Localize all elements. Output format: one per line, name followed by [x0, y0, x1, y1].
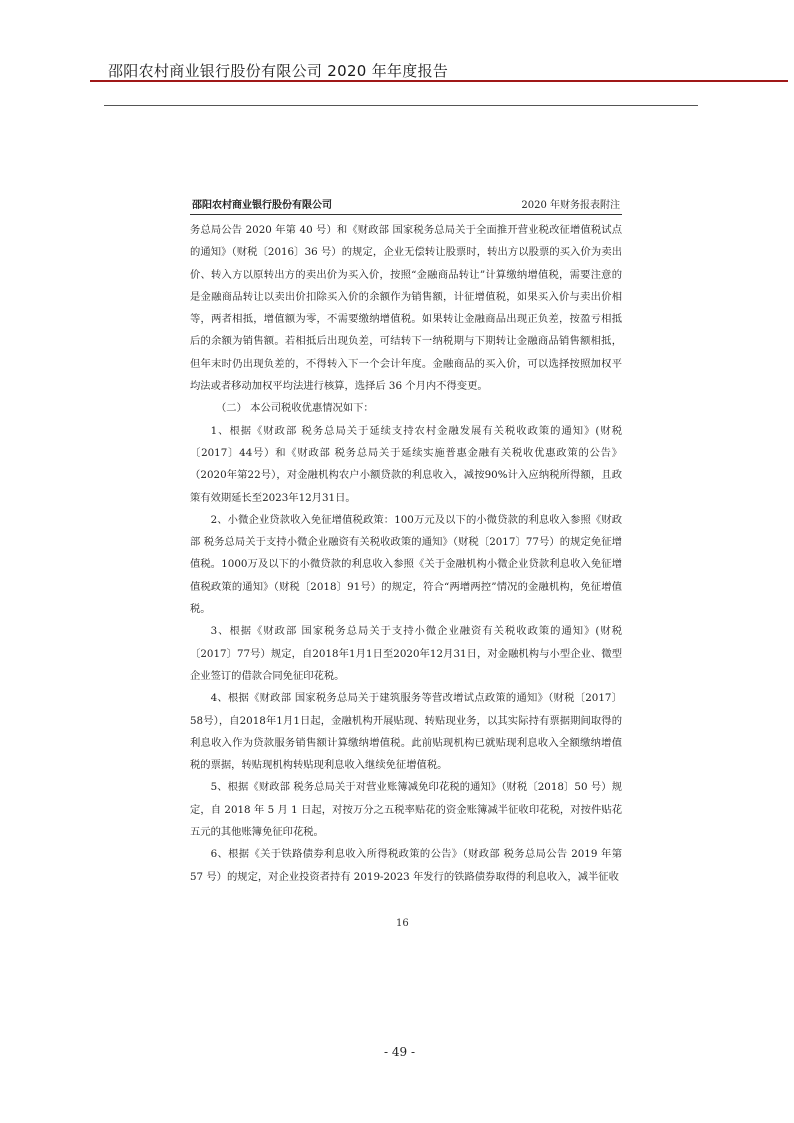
scanned-page	[190, 196, 622, 888]
paragraph-continued: 务总局公告 2020 年第 40 号）和《财政部 国家税务总局关于全面推开营业税改征增值税试点的通知》（财税〔2016〕36 号）的规定，企业无偿转让股票时，转出方以股票的买入价为卖出价、转入方以原转出方的卖出价为买入价，按照“金融商品转让”计算缴纳增值税，需要注意的是金融商品转让以卖出价扣除买入价的余额作为销售额，计征增值税，如果买入价与卖出价相等，两者相抵，增值额为零，不需要缴纳增值税。如果转让金融商品出现正负差，按盈亏相抵后的余额为销售额。若相抵后出现负差，可结转下一纳税期与下期转让金融商品销售额相抵，但年末时仍出现负差的，不得转入下一个会计年度。金融商品的买入价，可以选择按照加权平均法或者移动加权平均法进行核算，选择后 36 个月内不得变更。	[190, 224, 622, 393]
paragraph-item-3: 3、根据《财政部 国家税务总局关于支持小微企业融资有关税收政策的通知》(财税〔2017〕77号）规定，自2018年1月1日至2020年12月31日，对金融机构与小型企业、微型企业签订的借款合同免征印花税。	[190, 625, 622, 682]
header-rule-red	[90, 80, 788, 82]
inner-doc-title: 2020 年财务报表附注	[521, 200, 620, 211]
outer-page-number: - 49 -	[384, 1045, 416, 1059]
paragraph-item-1: 1、根据《财政部 税务总局关于延续支持农村金融发展有关税收政策的通知》(财税〔2017〕44号）和《财政部 税务总局关于延续实施普惠金融有关税收优惠政策的公告》（2020年第22号），对金融机构农户小额贷款的利息收入，减按90%计入应纳税所得额，且政策有效期延长至2023年12月31日。	[190, 424, 622, 504]
body-text	[190, 219, 622, 888]
inner-page-number: 16	[396, 918, 409, 929]
paragraph-item-4: 4、根据《财政部 国家税务总局关于建筑服务等营改增试点政策的通知》（财税〔2017〕58号），自2018年1月1日起，金融机构开展贴现、转贴现业务，以其实际持有票据期间取得的利息收入作为贷款服务销售额计算缴纳增值税。此前贴现机构已就贴现利息收入全额缴纳增值税的票据，转贴现机构转贴现利息收入继续免征增值税。	[190, 692, 622, 772]
header-rule-thin	[104, 105, 698, 106]
inner-company-name: 邵阳农村商业银行股份有限公司	[192, 200, 332, 211]
paragraph-item-6: 6、根据《关于铁路债券利息收入所得税政策的公告》（财政部 税务总局公告 2019 年第 57 号）的规定，对企业投资者持有 2019-2023 年发行的铁路债券取得的利息收入，减半征收	[190, 848, 622, 883]
inner-page-header	[190, 196, 622, 215]
paragraph-item-5: 5、根据《财政部 税务总局关于对营业账簿减免印花税的通知》（财税〔2018〕50 号）规定，自 2018 年 5 月 1 日起，对按万分之五税率贴花的资金账簿减半征收印花税，对按件贴花五元的其他账簿免征印花税。	[190, 781, 622, 839]
paragraph-item-2: 2、小微企业贷款收入免征增值税政策：100万元及以下的小微贷款的利息收入参照《财政部 税务总局关于支持小微企业融资有关税收政策的通知》（财税〔2017〕77号）的规定免征增值税。1000万及以下的小微贷款的利息收入参照《关于金融机构小微企业贷款利息收入免征增值税政策的通知》（财税〔2018〕91号）的规定，符合“两增两控”情况的金融机构，免征增值税。	[190, 513, 622, 616]
report-header-title: 邵阳农村商业银行股份有限公司 2020 年年度报告	[108, 62, 449, 80]
section-heading: （二） 本公司税收优惠情况如下：	[216, 402, 374, 415]
